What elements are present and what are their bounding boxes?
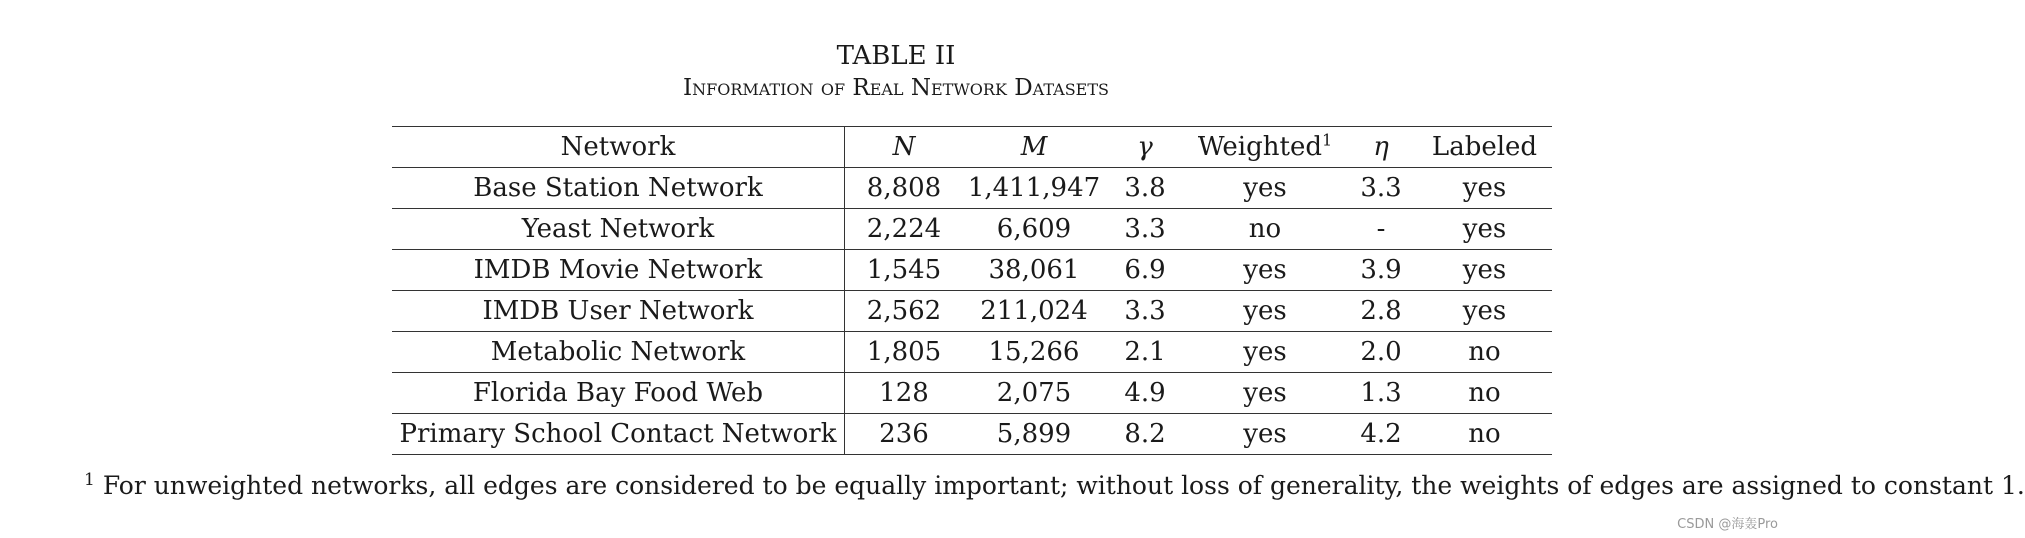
cell-m: 6,609 [963,209,1105,250]
footnote-text: For unweighted networks, all edges are considered to be equally important; without loss of generality, the weights of edges are assigned to constant 1. [102,471,2025,500]
cell-labeled: no [1417,373,1552,414]
cell-network: Primary School Contact Network [392,414,845,455]
cell-gamma: 8.2 [1105,414,1185,455]
table-row [392,168,1552,209]
cell-labeled: yes [1417,168,1552,209]
cell-network: IMDB Movie Network [392,250,845,291]
cell-m: 15,266 [963,332,1105,373]
cell-gamma: 3.3 [1105,291,1185,332]
cell-eta: 2.0 [1345,332,1417,373]
cell-weighted: yes [1185,168,1345,209]
cell-weighted: yes [1185,291,1345,332]
cell-network: IMDB User Network [392,291,845,332]
header-m: M [963,127,1105,168]
cell-eta: 3.3 [1345,168,1417,209]
cell-labeled: no [1417,414,1552,455]
header-weighted-label: Weighted [1197,132,1322,162]
table-row [392,291,1552,332]
cell-labeled: yes [1417,209,1552,250]
cell-weighted: yes [1185,414,1345,455]
cell-m: 5,899 [963,414,1105,455]
cell-eta: 2.8 [1345,291,1417,332]
table-row [392,332,1552,373]
cell-m: 1,411,947 [963,168,1105,209]
cell-n: 128 [845,373,964,414]
cell-n: 236 [845,414,964,455]
cell-n: 8,808 [845,168,964,209]
header-eta: η [1345,127,1417,168]
cell-network: Metabolic Network [392,332,845,373]
header-weighted [1185,127,1345,168]
header-n: N [845,127,964,168]
cell-labeled: yes [1417,250,1552,291]
cell-m: 38,061 [963,250,1105,291]
cell-gamma: 2.1 [1105,332,1185,373]
datasets-table [392,126,1552,455]
table-footnote [84,469,2025,502]
cell-gamma: 4.9 [1105,373,1185,414]
cell-gamma: 3.3 [1105,209,1185,250]
header-gamma: γ [1105,127,1185,168]
cell-m: 211,024 [963,291,1105,332]
cell-weighted: yes [1185,373,1345,414]
cell-n: 2,562 [845,291,964,332]
cell-gamma: 3.8 [1105,168,1185,209]
header-labeled: Labeled [1417,127,1552,168]
cell-eta: 3.9 [1345,250,1417,291]
cell-network: Yeast Network [392,209,845,250]
cell-network: Base Station Network [392,168,845,209]
cell-m: 2,075 [963,373,1105,414]
table-label: TABLE II [836,41,956,71]
cell-n: 2,224 [845,209,964,250]
cell-labeled: yes [1417,291,1552,332]
cell-n: 1,805 [845,332,964,373]
table-row [392,250,1552,291]
table-caption: Information of Real Network Datasets [683,75,1109,101]
cell-eta: 1.3 [1345,373,1417,414]
cell-eta: - [1345,209,1417,250]
weighted-footnote-mark: 1 [1322,130,1333,150]
cell-weighted: yes [1185,250,1345,291]
table-header-row [392,127,1552,168]
cell-n: 1,545 [845,250,964,291]
watermark: CSDN @海轰Pro [1677,517,1778,532]
cell-network: Florida Bay Food Web [392,373,845,414]
table-row [392,209,1552,250]
header-network: Network [392,127,845,168]
footnote-marker: 1 [84,469,95,490]
cell-weighted: no [1185,209,1345,250]
cell-weighted: yes [1185,332,1345,373]
table-row [392,373,1552,414]
table-row [392,414,1552,455]
cell-gamma: 6.9 [1105,250,1185,291]
cell-eta: 4.2 [1345,414,1417,455]
cell-labeled: no [1417,332,1552,373]
